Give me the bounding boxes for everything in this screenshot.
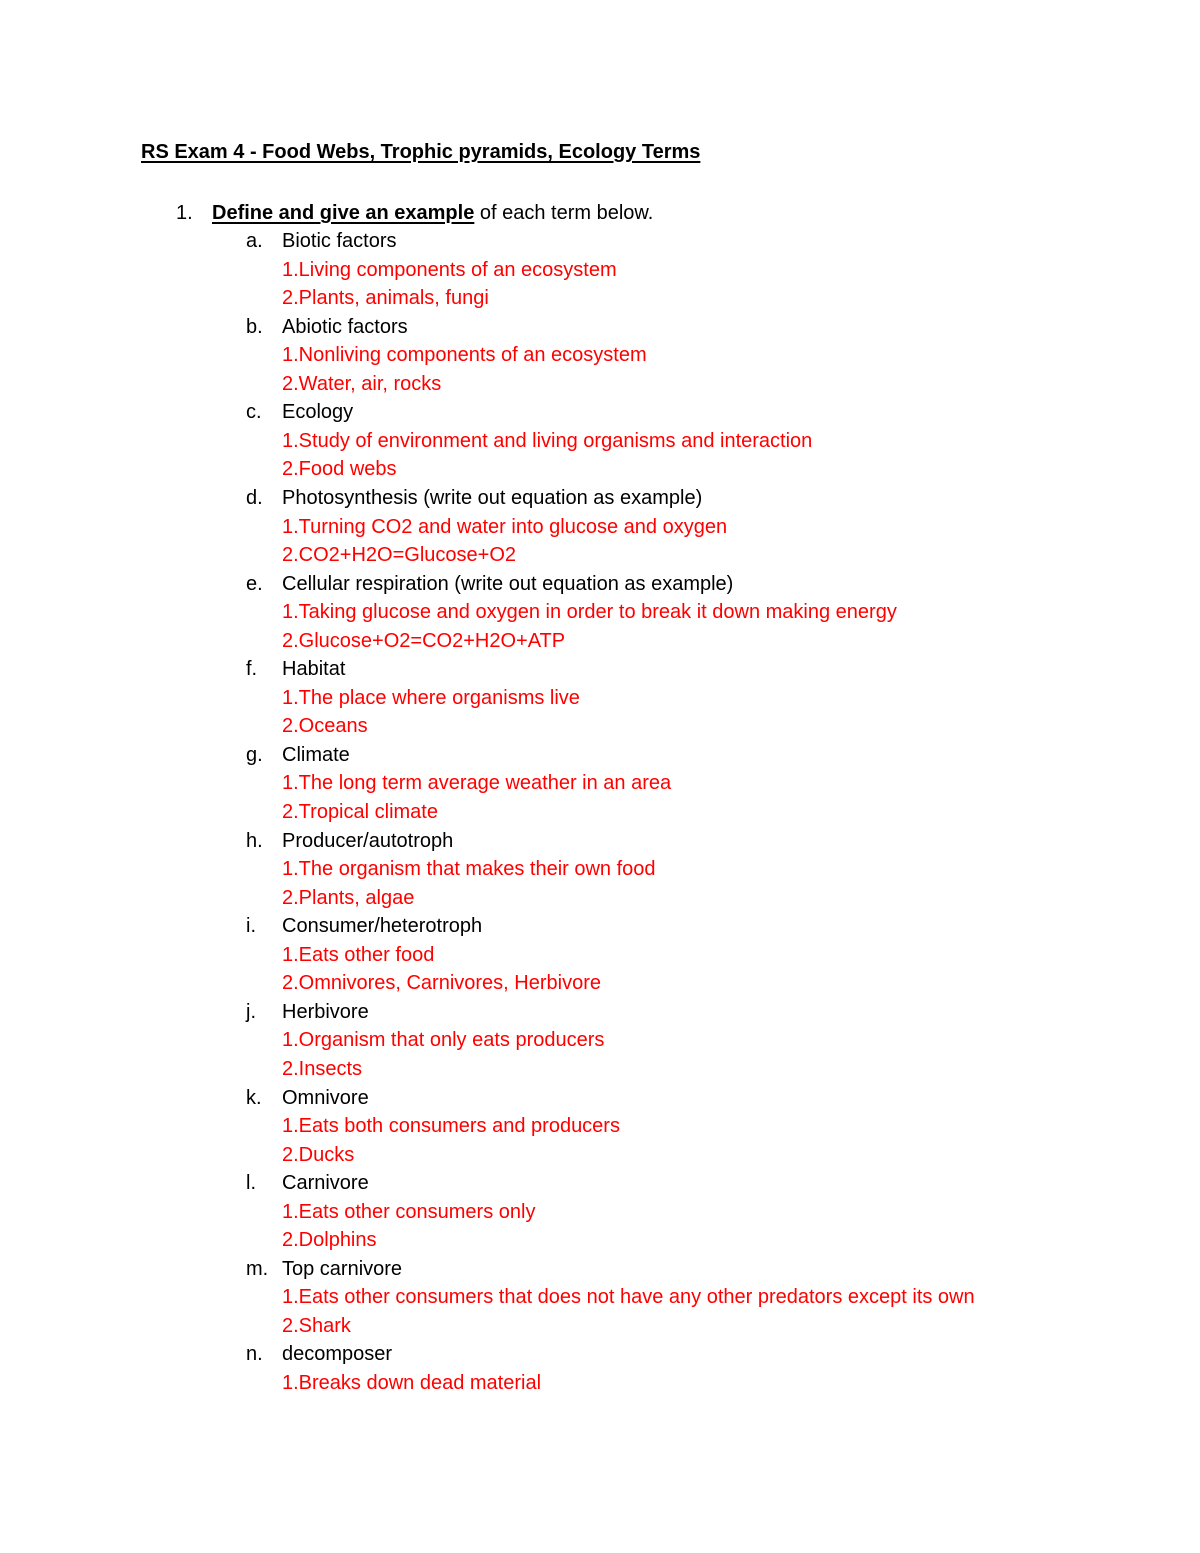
answer-example: 2.Glucose+O2=CO2+H2O+ATP	[282, 629, 566, 652]
term-letter: c.	[246, 401, 262, 424]
term-label: Climate	[282, 743, 350, 766]
term-letter: m.	[246, 1257, 269, 1280]
answer-example: 2.CO2+H2O=Glucose+O2	[282, 544, 517, 567]
answer-definition: 1.Living components of an ecosystem	[282, 258, 617, 281]
term-letter: j.	[246, 1000, 256, 1023]
term-letter: d.	[246, 486, 263, 509]
term-label: Carnivore	[282, 1172, 369, 1195]
term-item	[246, 655, 345, 684]
answer-definition: 1.Organism that only eats producers	[282, 1029, 605, 1052]
answer-definition: 1.Study of environment and living organisms and interaction	[282, 429, 813, 452]
answer-definition: 1.The place where organisms live	[282, 686, 580, 709]
answer-definition: 1.Taking glucose and oxygen in order to break it down making energy	[282, 601, 897, 624]
term-letter: f.	[246, 658, 258, 681]
term-label: Cellular respiration (write out equation as example)	[282, 572, 734, 595]
answer-example: 2.Water, air, rocks	[282, 372, 442, 395]
term-label: Habitat	[282, 658, 346, 681]
term-item	[246, 1255, 402, 1284]
answer-example: 2.Oceans	[282, 715, 368, 738]
term-label: Photosynthesis (write out equation as example)	[282, 486, 703, 509]
answer-definition: 1.Turning CO2 and water into glucose and oxygen	[282, 515, 728, 538]
answer-definition: 1.Eats other food	[282, 943, 435, 966]
term-label: Top carnivore	[282, 1257, 403, 1280]
term-item	[246, 1340, 392, 1369]
answer-definition: 1.The long term average weather in an area	[282, 772, 672, 795]
document-title: RS Exam 4 - Food Webs, Trophic pyramids, Ecology Terms	[141, 141, 701, 163]
term-letter: b.	[246, 315, 263, 338]
answer-example: 2.Shark	[282, 1314, 351, 1337]
term-label: Omnivore	[282, 1086, 369, 1109]
term-label: Abiotic factors	[282, 315, 408, 338]
term-item	[246, 998, 369, 1027]
term-item	[246, 398, 353, 427]
answer-example: 2.Insects	[282, 1057, 363, 1080]
term-letter: e.	[246, 572, 263, 595]
answer-example: 2.Plants, animals, fungi	[282, 287, 489, 310]
term-item	[246, 484, 702, 513]
term-item	[246, 827, 453, 856]
term-item	[246, 570, 733, 599]
answer-definition: 1.Eats other consumers that does not have any other predators except its own	[282, 1286, 975, 1309]
answer-definition: 1.Breaks down dead material	[282, 1372, 542, 1394]
term-label: Herbivore	[282, 1000, 369, 1023]
term-letter: l.	[246, 1172, 256, 1195]
term-label: Ecology	[282, 401, 354, 424]
answer-example: 2.Tropical climate	[282, 801, 438, 823]
term-letter: h.	[246, 829, 263, 852]
term-label: decomposer	[282, 1343, 393, 1366]
term-item	[246, 912, 482, 941]
term-letter: n.	[246, 1343, 263, 1366]
term-label: Consumer/heterotroph	[282, 915, 483, 938]
term-item	[246, 1169, 369, 1198]
answer-example: 2.Dolphins	[282, 1229, 377, 1252]
question-1	[176, 199, 653, 227]
term-item	[246, 741, 350, 770]
question-emphasis: Define and give an example	[212, 202, 475, 224]
term-letter: g.	[246, 743, 263, 766]
term-letter: a.	[246, 230, 263, 252]
term-item	[246, 313, 408, 342]
term-label: Biotic factors	[282, 230, 397, 252]
term-item	[246, 227, 396, 256]
term-label: Producer/autotroph	[282, 829, 454, 852]
question-rest: of each term below.	[474, 202, 654, 224]
answer-definition: 1.The organism that makes their own food	[282, 858, 656, 881]
answer-definition: 1.Eats other consumers only	[282, 1200, 536, 1223]
question-number: 1.	[176, 202, 193, 224]
term-item	[246, 1084, 369, 1113]
answer-example: 2.Omnivores, Carnivores, Herbivore	[282, 972, 601, 995]
term-letter: k.	[246, 1086, 262, 1109]
answer-definition: 1.Nonliving components of an ecosystem	[282, 344, 647, 367]
answer-example: 2.Food webs	[282, 458, 397, 481]
answer-example: 2.Ducks	[282, 1143, 355, 1166]
answer-example: 2.Plants, algae	[282, 886, 415, 909]
answer-definition: 1.Eats both consumers and producers	[282, 1115, 620, 1138]
term-letter: i.	[246, 915, 256, 938]
